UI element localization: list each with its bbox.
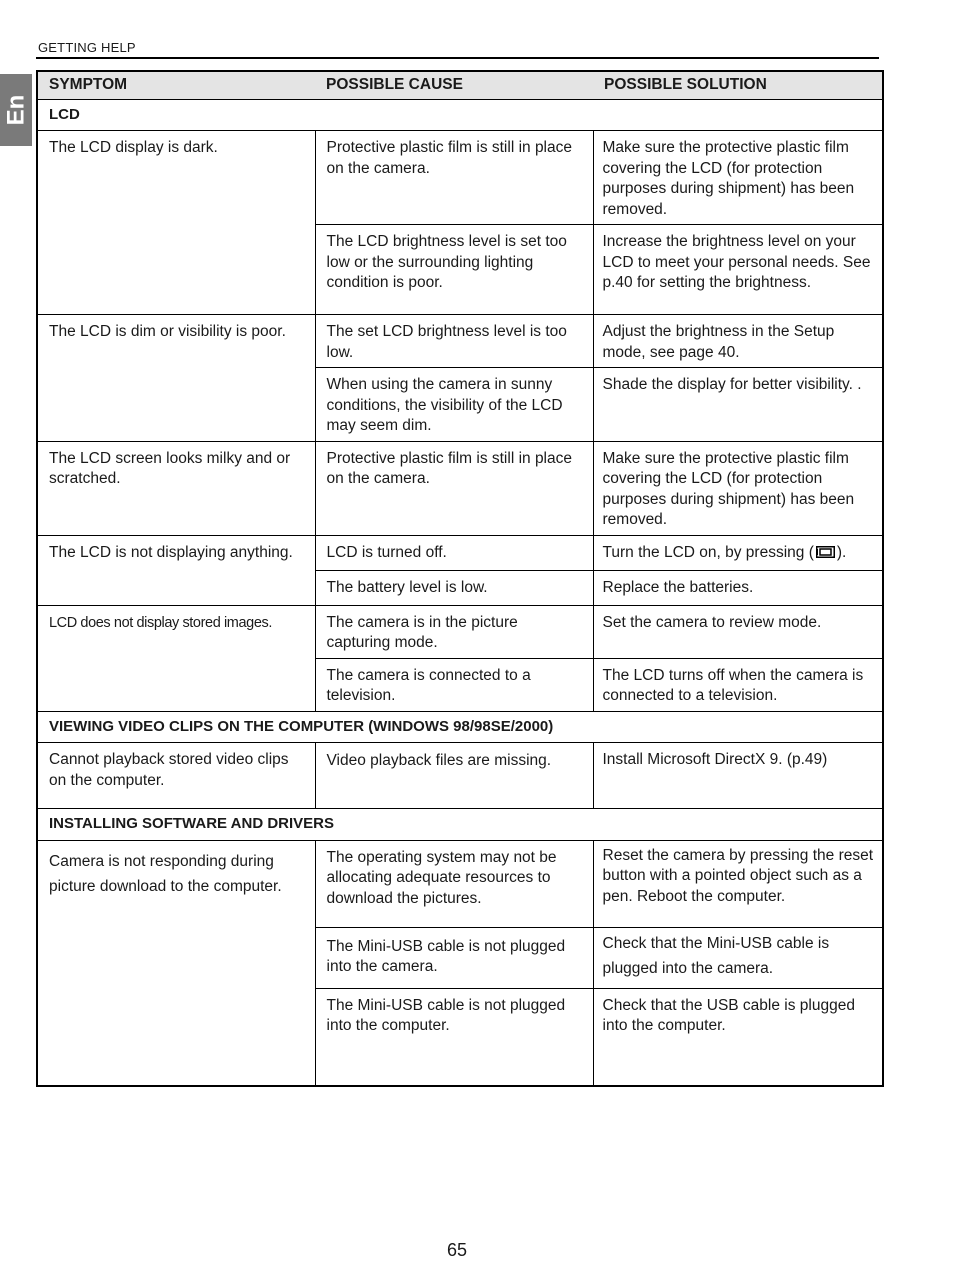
solution-cell: Check that the Mini-USB cable is plugged into the camera. [593, 927, 883, 988]
column-header-solution: POSSIBLE SOLUTION [593, 71, 883, 99]
symptom-cell: The LCD screen looks milky and or scratched. [37, 441, 315, 535]
cause-cell: The battery level is low. [315, 570, 593, 605]
solution-cell: Increase the brightness level on your LCD to meet your personal needs. See p.40 for setting the brightness. [593, 225, 883, 315]
symptom-cell: The LCD is not displaying anything. [37, 535, 315, 605]
cause-cell: The operating system may not be allocating adequate resources to download the pictures. [315, 840, 593, 927]
column-header-cause: POSSIBLE CAUSE [315, 71, 593, 99]
troubleshooting-table [36, 70, 884, 1087]
table-row [37, 743, 883, 809]
cause-cell: Protective plastic film is still in place on the camera. [315, 441, 593, 535]
display-button-icon [816, 546, 835, 558]
cause-cell: The camera is connected to a television. [315, 658, 593, 711]
solution-cell: Replace the batteries. [593, 570, 883, 605]
solution-cell: The LCD turns off when the camera is connected to a television. [593, 658, 883, 711]
table-header-row [37, 71, 883, 99]
table-row [37, 840, 883, 927]
running-header: GETTING HELP [38, 40, 136, 55]
column-header-symptom: SYMPTOM [37, 71, 315, 99]
symptom-cell: Camera is not responding during picture download to the computer. [37, 840, 315, 1086]
cause-cell: The LCD brightness level is set too low or the surrounding lighting condition is poor. [315, 225, 593, 315]
solution-cell: Set the camera to review mode. [593, 605, 883, 658]
cause-cell: The camera is in the picture capturing mode. [315, 605, 593, 658]
cause-cell: When using the camera in sunny conditions, the visibility of the LCD may seem dim. [315, 368, 593, 442]
symptom-cell: The LCD display is dark. [37, 131, 315, 315]
solution-text-after-icon: ). [836, 543, 847, 561]
section-row-lcd [37, 99, 883, 131]
cause-cell: Video playback files are missing. [315, 743, 593, 809]
solution-cell [593, 535, 883, 570]
table-row [37, 441, 883, 535]
solution-text-before-icon: Turn the LCD on, by pressing ( [602, 543, 814, 561]
cause-cell: The Mini-USB cable is not plugged into the computer. [315, 988, 593, 1086]
solution-cell: Shade the display for better visibility. . [593, 368, 883, 442]
table-row [37, 535, 883, 570]
language-tab [0, 74, 32, 146]
cause-cell: Protective plastic film is still in place on the camera. [315, 131, 593, 225]
page-number: 65 [446, 1240, 468, 1260]
solution-cell: Adjust the brightness in the Setup mode, see page 40. [593, 315, 883, 368]
header-rule [36, 57, 879, 59]
solution-cell: Make sure the protective plastic film covering the LCD (for protection purposes during shipment) has been removed. [593, 441, 883, 535]
symptom-cell: Cannot playback stored video clips on the computer. [37, 743, 315, 809]
section-row-video [37, 711, 883, 743]
section-title: INSTALLING SOFTWARE AND DRIVERS [37, 809, 883, 841]
cause-cell: LCD is turned off. [315, 535, 593, 570]
table-row [37, 131, 883, 225]
language-tab-label: En [1, 94, 29, 126]
table-row [37, 315, 883, 368]
table-row [37, 605, 883, 658]
section-row-install [37, 809, 883, 841]
solution-cell: Reset the camera by pressing the reset button with a pointed object such as a pen. Reboot the computer. [593, 840, 883, 927]
solution-cell: Make sure the protective plastic film covering the LCD (for protection purposes during shipment) has been removed. [593, 131, 883, 225]
cause-cell: The set LCD brightness level is too low. [315, 315, 593, 368]
solution-cell: Install Microsoft DirectX 9. (p.49) [593, 743, 883, 809]
symptom-cell: LCD does not display stored images. [37, 605, 315, 711]
section-title: LCD [37, 99, 883, 131]
section-title: VIEWING VIDEO CLIPS ON THE COMPUTER (WINDOWS 98/98SE/2000) [37, 711, 883, 743]
solution-cell: Check that the USB cable is plugged into the computer. [593, 988, 883, 1086]
cause-cell: The Mini-USB cable is not plugged into the camera. [315, 927, 593, 988]
symptom-cell: The LCD is dim or visibility is poor. [37, 315, 315, 442]
